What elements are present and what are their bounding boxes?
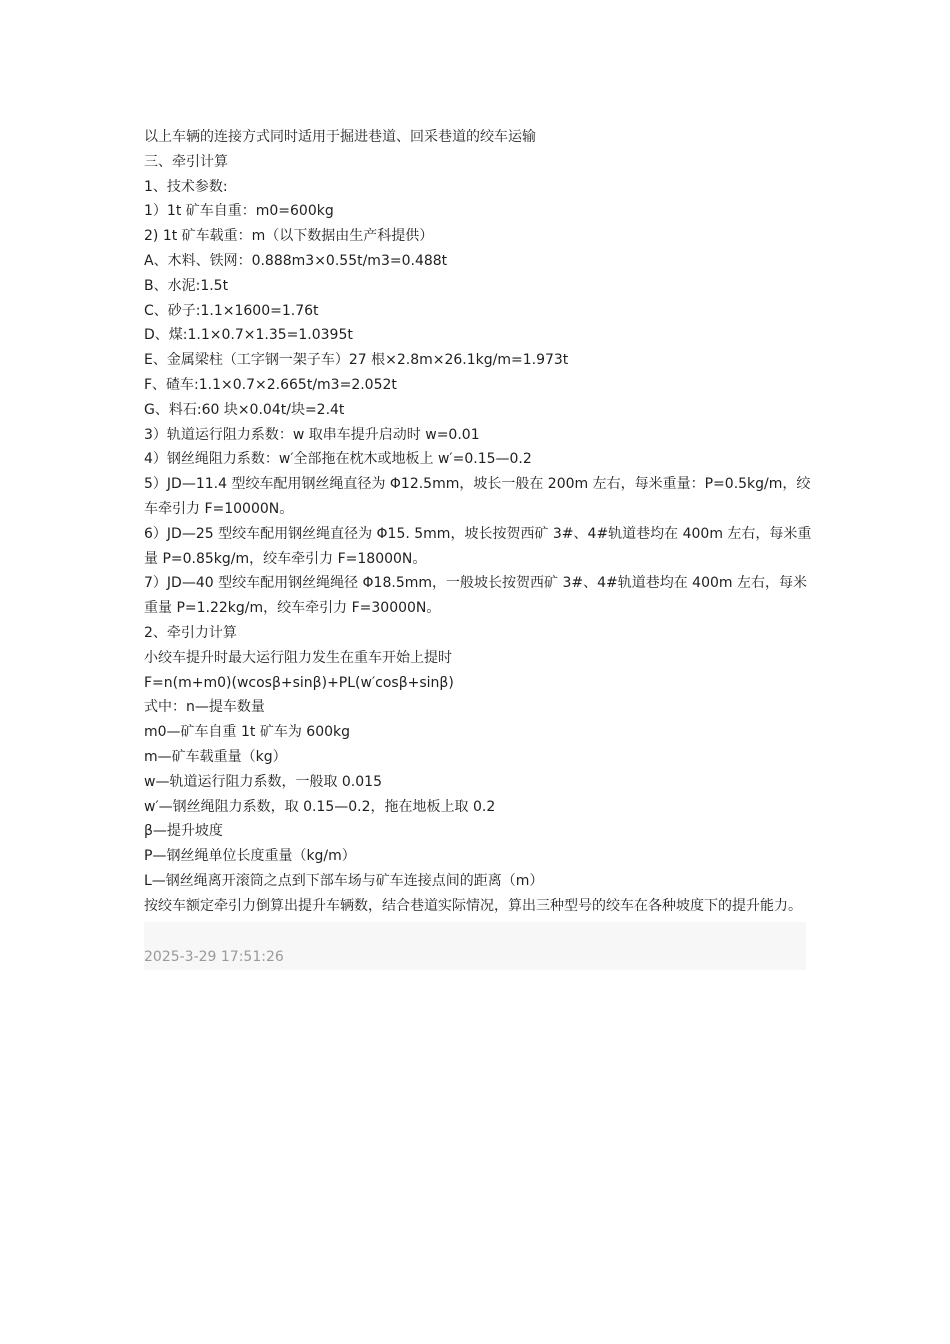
paragraph-line: F、碴车:1.1×0.7×2.665t/m3=2.052t <box>144 376 397 393</box>
timestamp: 2025-3-29 17:51:26 <box>144 949 284 965</box>
paragraph-line: 以上车辆的连接方式同时适用于掘进巷道、回采巷道的绞车运输 <box>144 129 536 145</box>
paragraph-line: β—提升坡度 <box>144 823 223 840</box>
paragraph-line: w′—钢丝绳阻力系数，取 0.15—0.2，拖在地板上取 0.2 <box>144 798 496 815</box>
paragraph-line: m0—矿车自重 1t 矿车为 600kg <box>144 724 351 741</box>
footer-bar <box>144 922 806 970</box>
paragraph-line: G、料石:60 块×0.04t/块=2.4t <box>144 401 345 418</box>
formula-line: F=n(m+m0)(wcosβ+sinβ)+PL(w′cosβ+sinβ) <box>144 674 454 691</box>
paragraph-line: 式中：n—提车数量 <box>144 699 265 716</box>
paragraph-line: 1）1t 矿车自重：m0=600kg <box>144 203 334 220</box>
paragraph-line: B、水泥:1.5t <box>144 277 229 294</box>
paragraph-line: 5）JD—11.4 型绞车配用钢丝绳直径为 Φ12.5mm，坡长一般在 200m 左右，每米重量：P=0.5kg/m，绞车牵引力 F=10000N。 <box>144 476 811 517</box>
paragraph-line: 3）轨道运行阻力系数：w 取串车提升启动时 w=0.01 <box>144 426 480 443</box>
paragraph-line: 小绞车提升时最大运行阻力发生在重车开始上提时 <box>144 649 452 666</box>
paragraph-line: P—钢丝绳单位长度重量（kg/m） <box>144 848 356 865</box>
paragraph-line: 7）JD—40 型绞车配用钢丝绳绳径 Φ18.5mm，一般坡长按贺西矿 3#、4#轨道巷均在 400m 左右，每米重量 P=1.22kg/m，绞车牵引力 F=30000N。 <box>144 575 807 617</box>
paragraph-line: C、砂子:1.1×1600=1.76t <box>144 302 319 319</box>
section-heading: 三、牵引计算 <box>144 153 228 170</box>
subsection-heading: 1、技术参数: <box>144 178 228 195</box>
paragraph-line: D、煤:1.1×0.7×1.35=1.0395t <box>144 327 353 344</box>
paragraph-line: L—钢丝绳离开滚筒之点到下部车场与矿车连接点间的距离（m） <box>144 872 544 889</box>
paragraph-line: 6）JD—25 型绞车配用钢丝绳直径为 Φ15. 5mm，坡长按贺西矿 3#、4#轨道巷均在 400m 左右，每米重量 P=0.85kg/m，绞车牵引力 F=18000N。 <box>144 525 812 567</box>
paragraph-line: w—轨道运行阻力系数，一般取 0.015 <box>144 773 382 790</box>
paragraph-line: E、金属梁柱（工字钢一架子车）27 根×2.8m×26.1kg/m=1.973t <box>144 352 569 369</box>
paragraph-line: m—矿车载重量（kg） <box>144 748 287 765</box>
paragraph-line: 2) 1t 矿车载重：m（以下数据由生产科提供） <box>144 228 434 245</box>
paragraph-line: A、木料、铁网：0.888m3×0.55t/m3=0.488t <box>144 252 448 269</box>
document-body <box>144 125 816 919</box>
paragraph-line: 按绞车额定牵引力倒算出提升车辆数，结合巷道实际情况，算出三种型号的绞车在各种坡度下的提升能力。 <box>144 897 802 914</box>
subsection-heading: 2、牵引力计算 <box>144 624 237 641</box>
paragraph-line: 4）钢丝绳阻力系数：w′全部拖在枕木或地板上 w′=0.15—0.2 <box>144 451 532 468</box>
